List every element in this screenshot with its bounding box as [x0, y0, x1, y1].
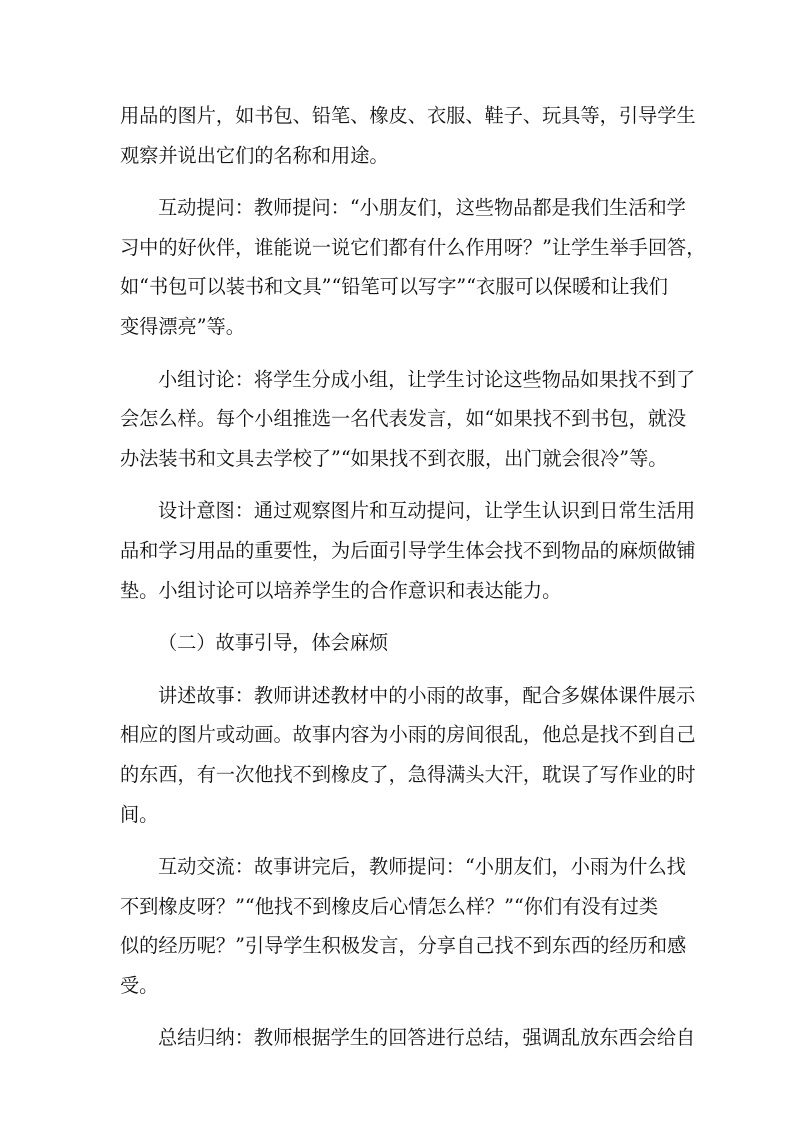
text-line: 互动提问：教师提问：“小朋友们，这些物品都是我们生活和学 [158, 196, 686, 220]
text-line: 间。 [120, 802, 159, 826]
text-line: 如“书包可以装书和文具”“铅笔可以写字”“衣服可以保暖和让我们 [120, 275, 668, 299]
text-line: 设计意图：通过观察图片和互动提问，让学生认识到日常生活用 [158, 499, 696, 523]
text-line: 不到橡皮呀？”“他找不到橡皮后心情怎么样？”“你们有没有过类 [120, 894, 659, 918]
text-line: 观察并说出它们的名称和用途。 [120, 143, 389, 167]
text-line: 用品的图片，如书包、铅笔、橡皮、衣服、鞋子、玩具等，引导学生 [120, 104, 696, 127]
text-line: 习中的好伙伴，谁能说一说它们都有什么作用呀？”让学生举手回答， [120, 235, 706, 259]
paragraph-interactive-questions [120, 188, 706, 346]
text-line: 相应的图片或动画。故事内容为小雨的房间很乱，他总是找不到自己 [120, 723, 696, 747]
text-line: 讲述故事：教师讲述教材中的小雨的故事，配合多媒体课件展示 [158, 683, 696, 707]
paragraph-materials-continued [120, 96, 696, 175]
section-heading-text: （二）故事引导，体会麻烦 [158, 631, 389, 655]
document-body [120, 96, 706, 1071]
text-line: 总结归纳：教师根据学生的回答进行总结，强调乱放东西会给自 [158, 1026, 696, 1050]
paragraph-interactive-exchange [120, 847, 687, 1005]
text-line: 办法装书和文具去学校了”“如果找不到衣服，出门就会很冷”等。 [120, 446, 668, 470]
paragraph-group-discussion [120, 360, 696, 479]
text-line: 品和学习用品的重要性，为后面引导学生体会找不到物品的麻烦做铺 [120, 538, 696, 562]
paragraph-storytelling [120, 676, 696, 834]
section-heading [120, 623, 676, 663]
text-line: 的东西，有一次他找不到橡皮了，急得满头大汗，耽误了写作业的时 [120, 762, 696, 786]
text-line: 互动交流：故事讲完后，教师提问：“小朋友们，小雨为什么找 [158, 855, 686, 879]
text-line: 受。 [120, 973, 159, 997]
text-line: 变得漂亮”等。 [120, 314, 245, 338]
text-line: 小组讨论：将学生分成小组，让学生讨论这些物品如果找不到了 [158, 367, 696, 391]
paragraph-design-intent [120, 491, 696, 610]
text-line: 似的经历呢？”引导学生积极发言，分享自己找不到东西的经历和感 [120, 934, 687, 958]
text-line: 垫。小组讨论可以培养学生的合作意识和表达能力。 [120, 578, 562, 602]
text-line: 会怎么样。每个小组推选一名代表发言，如“如果找不到书包，就没 [120, 407, 687, 431]
paragraph-summary [120, 1018, 696, 1058]
